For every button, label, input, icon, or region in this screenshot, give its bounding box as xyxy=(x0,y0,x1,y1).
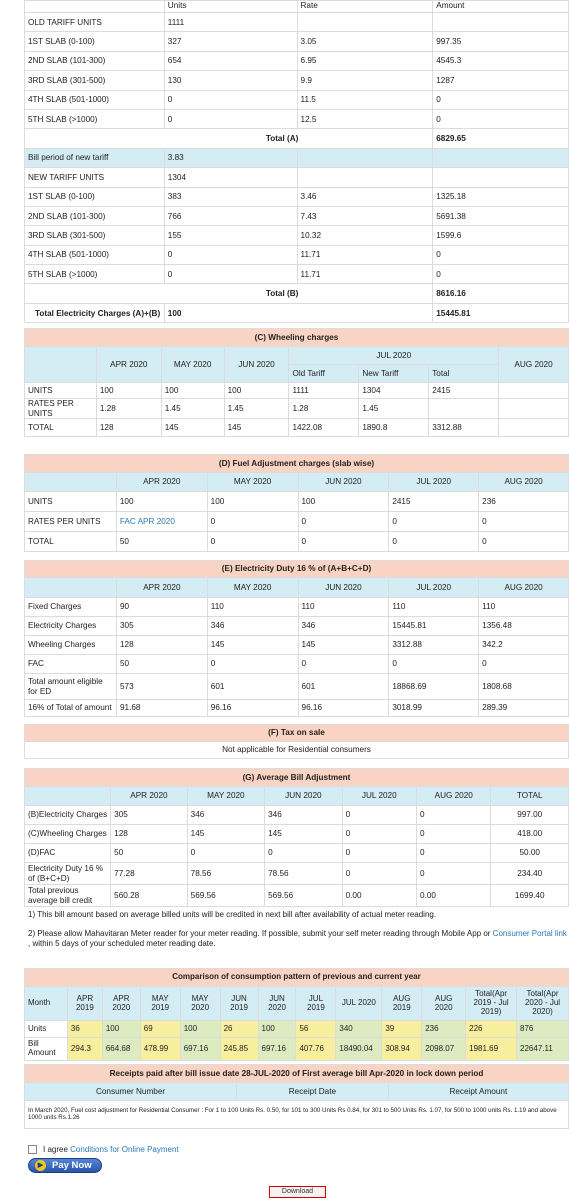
comparison-header: MAY 2019 xyxy=(140,987,180,1021)
new-slab-row: 4TH SLAB (501-1000) 0 11.71 0 xyxy=(25,245,569,264)
fac-month: JUL 2020 xyxy=(389,473,479,492)
wheeling-month: AUG 2020 xyxy=(499,347,569,383)
avg-header: TOTAL xyxy=(491,787,569,806)
agree-checkbox[interactable] xyxy=(28,1145,37,1154)
total-a-row xyxy=(25,129,569,148)
receipts-header: Receipt Date xyxy=(237,1083,389,1101)
total-charges-row xyxy=(25,303,569,322)
avg-row: (D)FAC 50 0 0 0 0 50.00 xyxy=(25,844,569,863)
avg-header: JUL 2020 xyxy=(342,787,416,806)
comparison-header: JUL 2020 xyxy=(336,987,382,1021)
old-units-value: 1111 xyxy=(164,13,297,32)
units-label: Units xyxy=(25,1021,68,1038)
fac-month: JUN 2020 xyxy=(298,473,389,492)
old-slab-row: 1ST SLAB (0-100) 327 3.05 997.35 xyxy=(25,32,569,51)
avg-header: JUN 2020 xyxy=(265,787,342,806)
comparison-header: Total(Apr 2020 - Jul 2020) xyxy=(517,987,569,1021)
amount-label: Bill Amount xyxy=(25,1038,68,1061)
wheeling-title: (C) Wheeling charges xyxy=(25,329,569,347)
wheeling-total-row: TOTAL 128 145 145 1422.08 1890.8 3312.88 xyxy=(25,419,569,437)
comparison-header: APR 2019 xyxy=(67,987,102,1021)
old-slab-row: 5TH SLAB (>1000) 0 12.5 0 xyxy=(25,109,569,128)
avg-row: (C)Wheeling Charges 128 145 145 0 0 418.00 xyxy=(25,825,569,844)
duty-section xyxy=(24,560,569,717)
wheeling-section xyxy=(24,328,569,437)
wheeling-month: MAY 2020 xyxy=(161,347,224,383)
new-slab-row: 2ND SLAB (101-300) 766 7.43 5691.38 xyxy=(25,206,569,225)
col-amount: Amount xyxy=(433,1,569,13)
tax-table xyxy=(24,724,569,759)
old-units-row xyxy=(25,13,569,32)
note-2: 2) Please allow Mahavitaran Meter reader for your meter reading. If possible, submit your self meter reading through Mobile App or Consumer Portal link , within 5 days of your scheduled meter reading date. xyxy=(28,928,567,948)
agree-label: I agree xyxy=(43,1145,68,1154)
total-charges-units: 100 xyxy=(164,303,432,322)
avg-row: (B)Electricity Charges 305 346 346 0 0 997.00 xyxy=(25,806,569,825)
notes xyxy=(28,910,568,950)
month-label: Month xyxy=(25,987,68,1021)
total-a-value: 6829.65 xyxy=(433,129,569,148)
avg-section xyxy=(24,768,569,907)
bill-period-row xyxy=(25,148,569,167)
old-slab-row: 4TH SLAB (501-1000) 0 11.5 0 xyxy=(25,90,569,109)
duty-row: Electricity Charges 305 346 346 15445.81 1356.48 xyxy=(25,617,569,636)
arrow-right-icon: ▶ xyxy=(35,1160,46,1171)
comparison-header: JUN 2019 xyxy=(220,987,258,1021)
wheeling-table xyxy=(24,328,569,437)
comparison-header: MAY 2020 xyxy=(180,987,220,1021)
new-slab-row: 5TH SLAB (>1000) 0 11.71 0 xyxy=(25,265,569,284)
duty-row: Wheeling Charges 128 145 145 3312.88 342.2 xyxy=(25,636,569,655)
tariff-table xyxy=(24,0,569,323)
wheeling-subheader: Old Tariff xyxy=(289,365,359,383)
wheeling-subheader: Total xyxy=(429,365,499,383)
receipts-header: Consumer Number xyxy=(25,1083,237,1101)
comparison-header: AUG 2019 xyxy=(382,987,422,1021)
avg-header: AUG 2020 xyxy=(417,787,491,806)
comparison-header: JUN 2020 xyxy=(258,987,296,1021)
new-units-value: 1304 xyxy=(164,168,297,187)
terms-agreement xyxy=(28,1145,179,1154)
fac-month: APR 2020 xyxy=(116,473,207,492)
receipts-title: Receipts paid after bill issue date 28-JUL-2020 of First average bill Apr-2020 in lock down period xyxy=(25,1065,569,1083)
wheeling-subheader: New Tariff xyxy=(359,365,429,383)
consumer-portal-link[interactable]: Consumer Portal link xyxy=(492,928,567,938)
fac-total-row: TOTAL 50 0 0 0 0 xyxy=(25,532,569,552)
bill-period-value: 3.83 xyxy=(164,148,297,167)
conditions-link[interactable]: Conditions for Online Payment xyxy=(70,1145,179,1154)
tax-text: Not applicable for Residential consumers xyxy=(25,742,569,759)
amount-row: Bill Amount 294.3 664.68 478.99 697.16 245.85 697.16 407.76 18490.04 308.94 2098.07 1981.69 22647.11 xyxy=(25,1038,569,1061)
fac-row: UNITS 100 100 100 2415 236 xyxy=(25,492,569,512)
duty-row: FAC 50 0 0 0 0 xyxy=(25,655,569,674)
old-slab-row: 3RD SLAB (301-500) 130 9.9 1287 xyxy=(25,71,569,90)
fac-table xyxy=(24,454,569,552)
avg-table xyxy=(24,768,569,907)
fac-title: (D) Fuel Adjustment charges (slab wise) xyxy=(25,455,569,473)
avg-title: (G) Average Bill Adjustment xyxy=(25,769,569,787)
fac-section xyxy=(24,454,569,552)
fac-month: MAY 2020 xyxy=(207,473,298,492)
new-units-row xyxy=(25,168,569,187)
units-row: Units 36 100 69 100 26 100 56 340 39 236 226 876 xyxy=(25,1021,569,1038)
comparison-section xyxy=(24,968,569,1129)
wheeling-row: UNITS 100 100 100 1111 1304 2415 xyxy=(25,383,569,399)
duty-month: JUL 2020 xyxy=(389,578,479,598)
comparison-header: Total(Apr 2019 - Jul 2019) xyxy=(466,987,517,1021)
tariff-table-section xyxy=(24,0,569,320)
tariff-header-row xyxy=(25,1,569,13)
wheeling-month: APR 2020 xyxy=(96,347,161,383)
fac-row: RATES PER UNITS FAC APR 2020 0 0 0 0 xyxy=(25,512,569,532)
wheeling-row: RATES PER UNITS 1.28 1.45 1.45 1.28 1.45 xyxy=(25,399,569,419)
duty-month: AUG 2020 xyxy=(479,578,569,598)
fac-footnote: In March 2020, Fuel cost adjustment for Residential Consumer : For 1 to 100 Units Rs. 0.50, for 101 to 300 Units Rs 0.84, for 301 to 500 Units Rs. 1.07, for 500 to 1000 units Rs. 1.19 and above 1000 units Rs.1.26 xyxy=(25,1101,569,1129)
fac-month: AUG 2020 xyxy=(479,473,569,492)
duty-total-row: 16% of Total of amount 91.68 96.16 96.16 3018.99 289.39 xyxy=(25,700,569,717)
total-charges-value: 15445.81 xyxy=(433,303,569,322)
total-a-label: Total (A) xyxy=(25,129,433,148)
note-1: 1) This bill amount based on average billed units will be credited in next bill after availability of actual meter reading. xyxy=(28,910,437,919)
old-units-label: OLD TARIFF UNITS xyxy=(25,13,165,32)
comparison-header: JUL 2019 xyxy=(296,987,336,1021)
pay-now-button[interactable] xyxy=(28,1158,102,1173)
duty-title: (E) Electricity Duty 16 % of (A+B+C+D) xyxy=(25,561,569,578)
old-slab-row: 2ND SLAB (101-300) 654 6.95 4545.3 xyxy=(25,51,569,70)
download-button[interactable]: Download xyxy=(269,1186,326,1198)
avg-total-row: Total previous average bill credit 560.28 569.56 569.56 0.00 0.00 1699.40 xyxy=(25,885,569,907)
comparison-header: AUG 2020 xyxy=(422,987,466,1021)
new-slab-row: 3RD SLAB (301-500) 155 10.32 1599.6 xyxy=(25,226,569,245)
fac-apr-link[interactable]: FAC APR 2020 xyxy=(116,512,207,532)
tax-section xyxy=(24,724,569,759)
total-charges-label: Total Electricity Charges (A)+(B) xyxy=(25,303,165,322)
duty-row: Total amount eligible for ED 573 601 601 18868.69 1808.68 xyxy=(25,674,569,700)
total-b-value: 8616.16 xyxy=(433,284,569,303)
receipts-table xyxy=(24,1064,569,1129)
new-units-label: NEW TARIFF UNITS xyxy=(25,168,165,187)
tax-title: (F) Tax on sale xyxy=(25,725,569,742)
comparison-title: Comparison of consumption pattern of previous and current year xyxy=(25,969,569,987)
duty-table xyxy=(24,560,569,717)
wheeling-month: JUL 2020 xyxy=(289,347,499,365)
comparison-table xyxy=(24,968,569,1061)
total-b-label: Total (B) xyxy=(25,284,433,303)
duty-month: MAY 2020 xyxy=(207,578,298,598)
col-rate: Rate xyxy=(297,1,433,13)
receipts-header: Receipt Amount xyxy=(388,1083,568,1101)
new-slab-row: 1ST SLAB (0-100) 383 3.46 1325.18 xyxy=(25,187,569,206)
duty-row: Fixed Charges 90 110 110 110 110 xyxy=(25,598,569,617)
duty-month: JUN 2020 xyxy=(298,578,389,598)
avg-header: APR 2020 xyxy=(111,787,187,806)
total-b-row xyxy=(25,284,569,303)
wheeling-month: JUN 2020 xyxy=(224,347,289,383)
duty-month: APR 2020 xyxy=(116,578,207,598)
comparison-header: APR 2020 xyxy=(102,987,140,1021)
col-units: Units xyxy=(164,1,297,13)
avg-row: Electricity Duty 16 % of (B+C+D) 77.28 78.56 78.56 0 0 234.40 xyxy=(25,863,569,885)
avg-header: MAY 2020 xyxy=(187,787,264,806)
bill-period-label: Bill period of new tariff xyxy=(25,148,165,167)
pay-now-label: Pay Now xyxy=(52,1160,92,1171)
